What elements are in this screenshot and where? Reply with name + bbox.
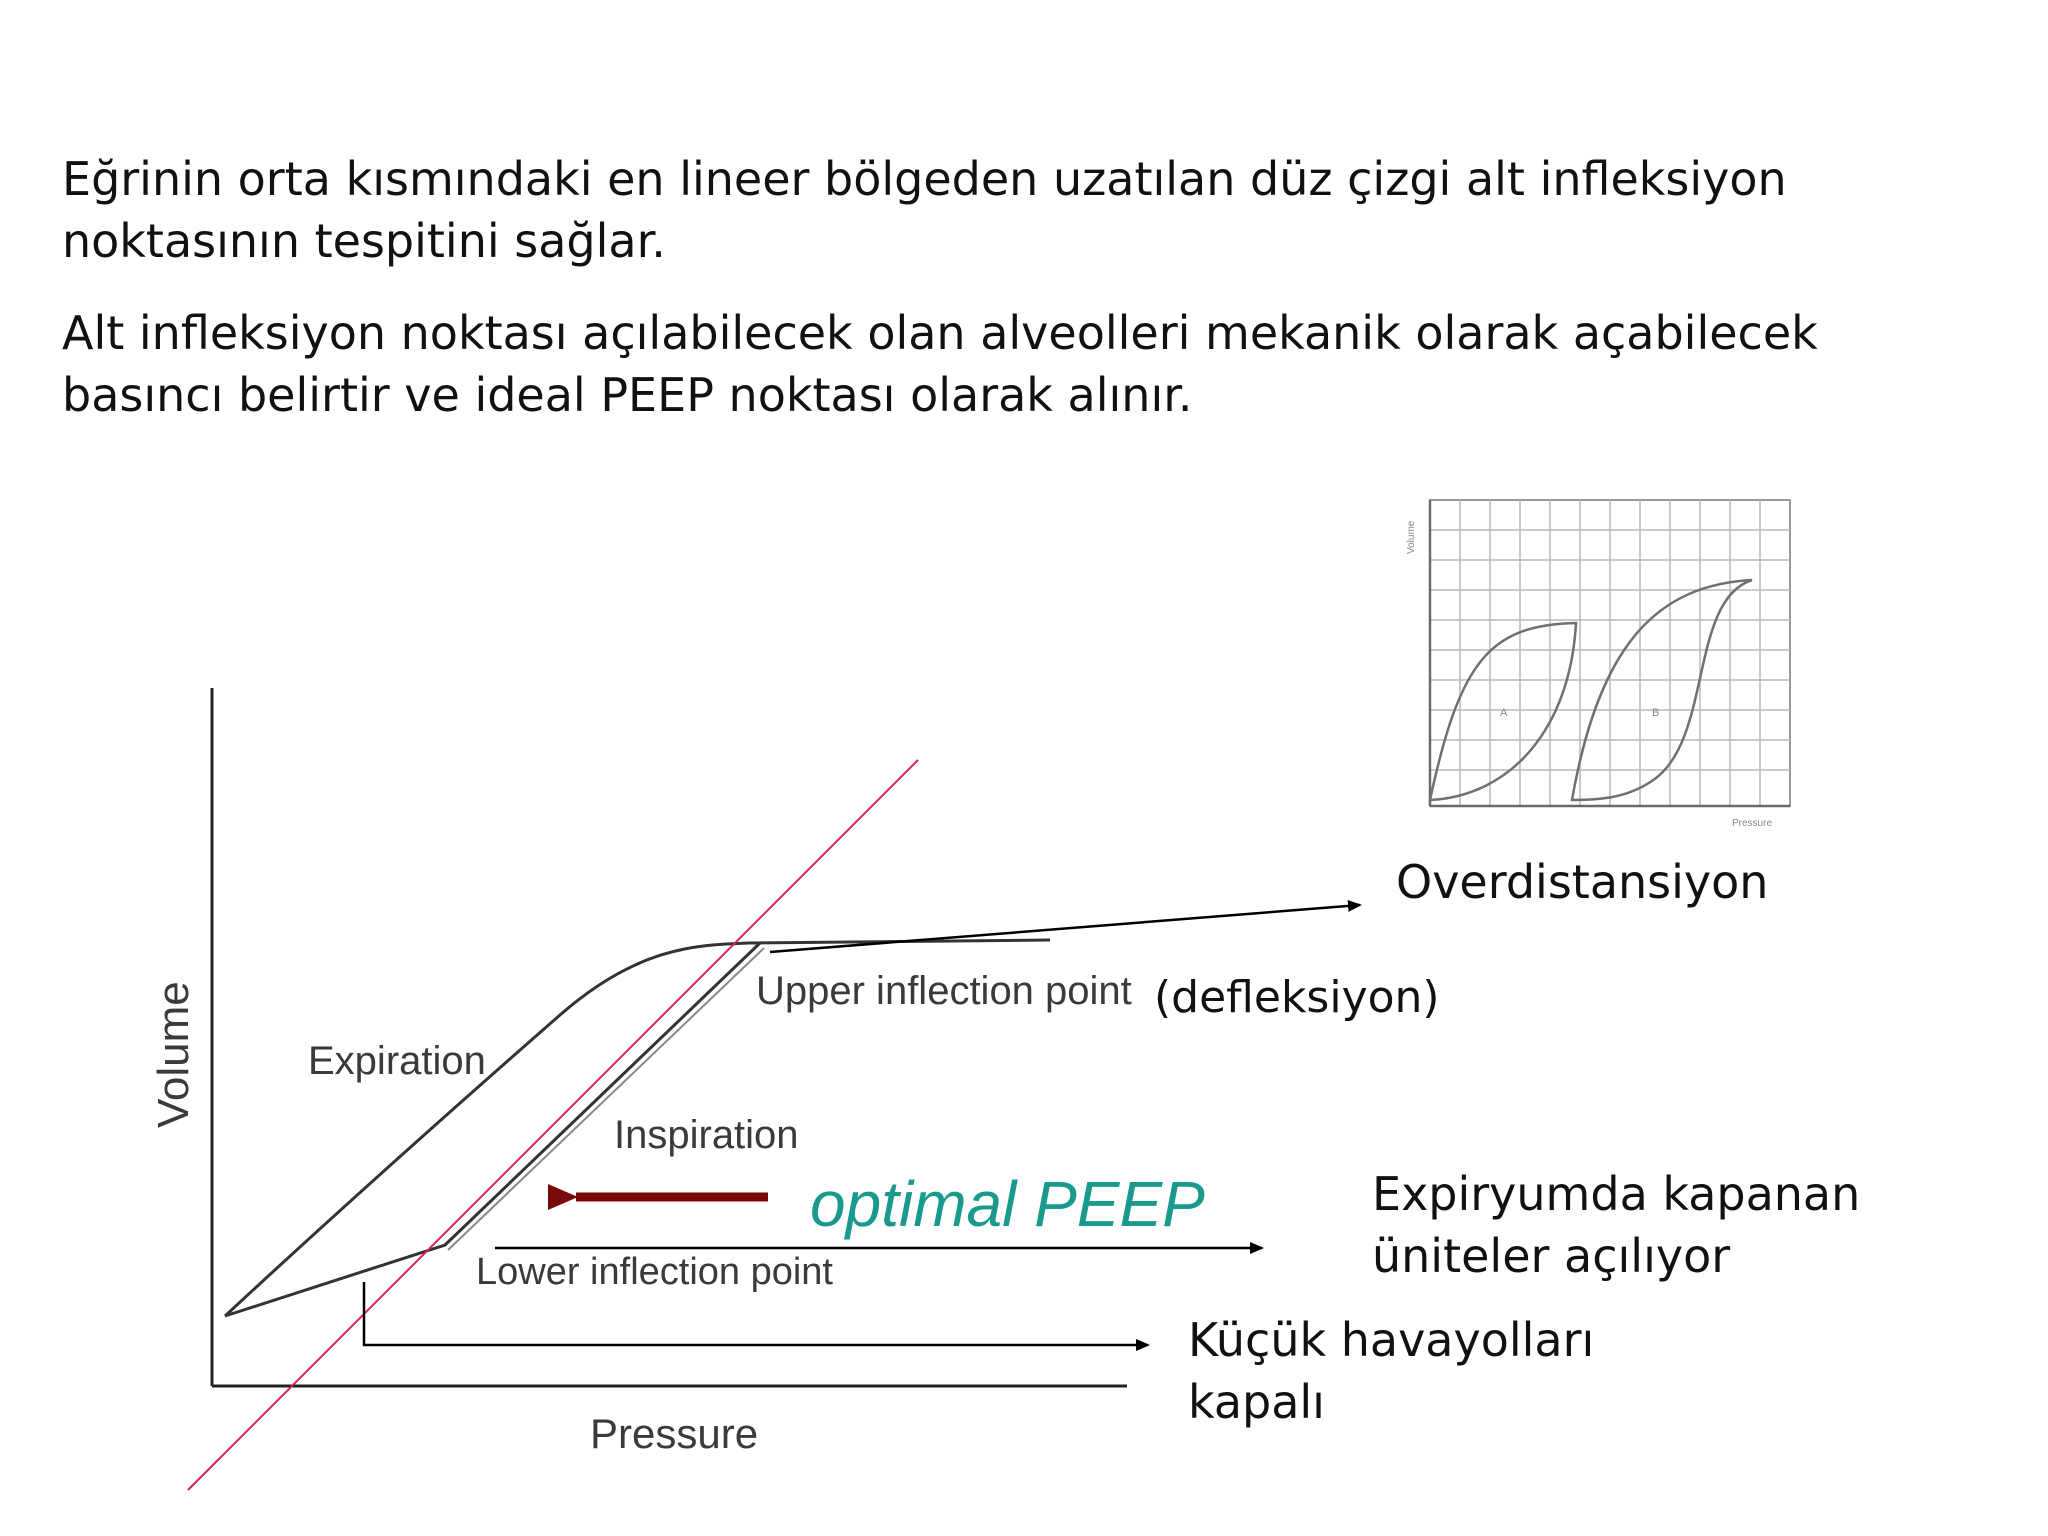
deflection-label: (defleksiyon) [1154,972,1440,1023]
inset-pv-diagram [1406,500,1790,829]
small-airways-label-line1: Küçük havayolları [1188,1313,1595,1367]
upper-inflection-label: Upper inflection point [756,969,1132,1013]
units-opening-label-line1: Expiryumda kapanan [1372,1167,1861,1221]
inspiration-curve-shadow [448,948,764,1250]
paragraph1-line2: noktasının tespitini sağlar. [62,214,666,268]
inset-loop-b [1572,580,1752,800]
units-opening-label-line2: üniteler açılıyor [1372,1229,1731,1283]
paragraph2-line1: Alt infleksiyon noktası açılabilecek olan alveolleri mekanik olarak açabilecek [62,306,1818,360]
main-pv-diagram [149,688,1132,1490]
inspiration-label: Inspiration [614,1113,799,1157]
volume-axis-label: Volume [149,981,198,1128]
paragraph1-line1: Eğrinin orta kısmındaki en lineer bölgeden uzatılan düz çizgi alt infleksiyon [62,152,1787,206]
optimal-peep-label: optimal PEEP [810,1168,1205,1240]
paragraph2-line2: basıncı belirtir ve ideal PEEP noktası olarak alınır. [62,368,1193,422]
inset-y-axis-label: Volume [1406,520,1417,554]
overdistension-label: Overdistansiyon [1396,855,1769,909]
inset-loop-a-label: A [1500,707,1508,719]
small-airways-label-line2: kapalı [1188,1375,1325,1429]
pressure-axis-label: Pressure [590,1410,759,1457]
expiration-label: Expiration [308,1039,486,1083]
lower-inflection-label: Lower inflection point [476,1251,833,1293]
inset-loop-b-label: B [1652,707,1660,719]
inset-x-axis-label: Pressure [1732,818,1773,829]
overdistension-arrow [770,905,1360,952]
inset-grid-lines [1430,500,1790,806]
tangent-line [188,760,918,1490]
